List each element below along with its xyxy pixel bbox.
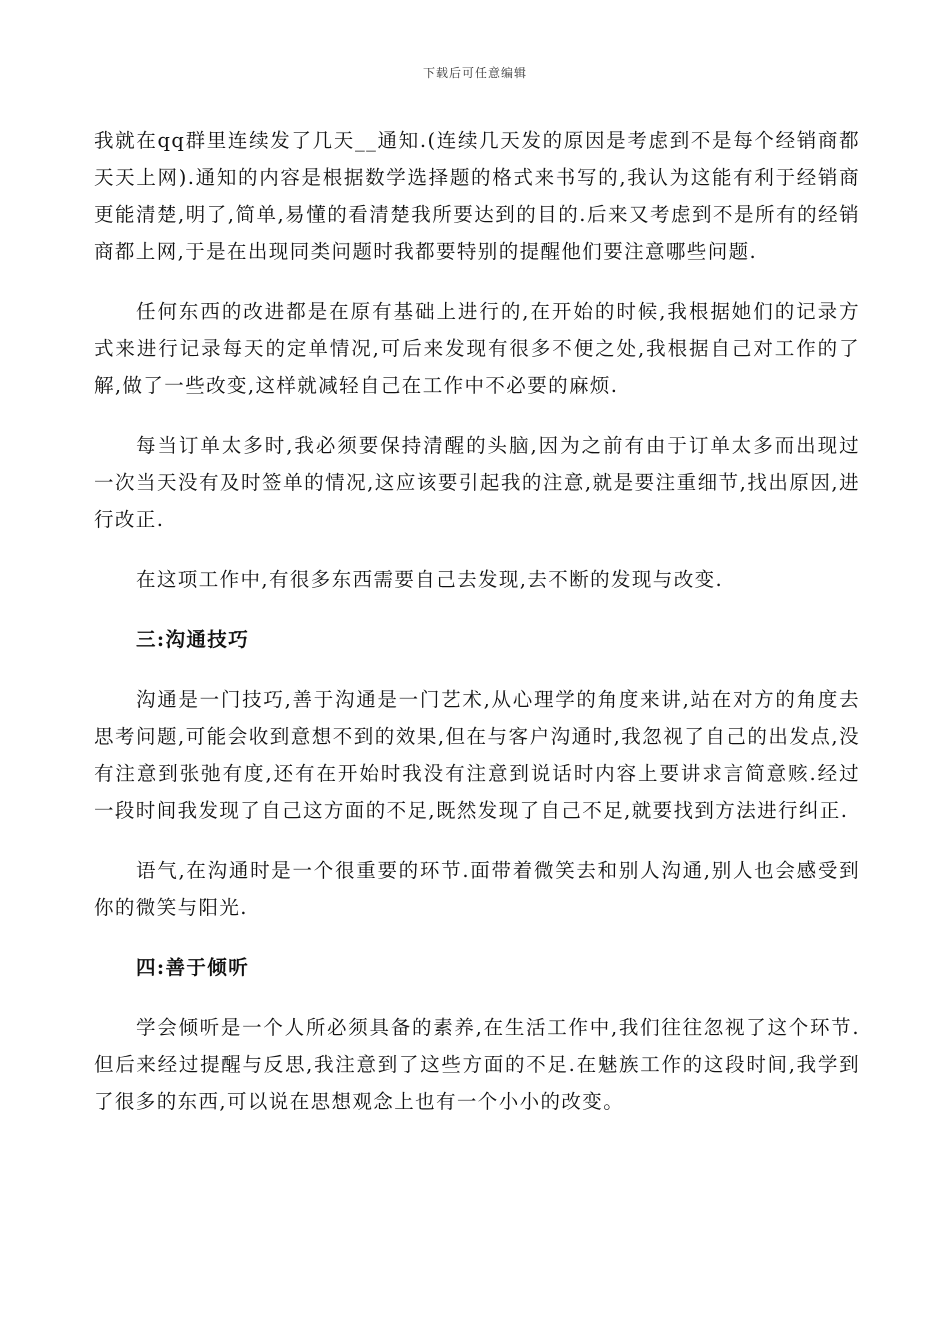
- paragraph-discovery: 在这项工作中,有很多东西需要自己去发现,去不断的发现与改变.: [136, 568, 724, 591]
- page-header: 下载后可任意编辑: [422, 66, 527, 80]
- paragraph-communication: 沟通是一门技巧,善于沟通是一门艺术,从心理学的角度来讲,站在对方的角度去思考问题,可能会收到意想不到的效果,但在与客户沟通时,我忽视了自己的出发点,没有注意到张弛有度,还有在开始时我没有注意到说话时内容上要讲求言简意赅.经过一段时间我发现了自己这方面的不足,既然发现了自己不足,就要找到方法进行纠正.: [94, 688, 860, 822]
- paragraph-listening: 学会倾听是一个人所必须具备的素养,在生活工作中,我们往往忽视了这个环节.但后来经过提醒与反思,我注意到了这些方面的不足.在魅族工作的这段时间,我学到了很多的东西,可以说在思想观念上也有一个小小的改变。: [94, 1016, 860, 1113]
- paragraph-notice: 我就在qq群里连续发了几天__通知.(连续几天发的原因是考虑到不是每个经销商都天天上网).通知的内容是根据数学选择题的格式来书写的,我认为这能有利于经销商更能清楚,明了,简单,易懂的看清楚我所要达到的目的.后来又考虑到不是所有的经销商都上网,于是在出现同类问题时我都要特别的提醒他们要注意哪些问题.: [94, 129, 860, 263]
- paragraph-improvement: 任何东西的改进都是在原有基础上进行的,在开始的时候,我根据她们的记录方式来进行记录每天的定单情况,可后来发现有很多不便之处,我根据自己对工作的了解,做了一些改变,这样就减轻自己在工作中不必要的麻烦.: [94, 300, 860, 397]
- paragraph-tone: 语气,在沟通时是一个很重要的环节.面带着微笑去和别人沟通,别人也会感受到你的微笑与阳光.: [94, 859, 860, 919]
- paragraph-orders: 每当订单太多时,我必须要保持清醒的头脑,因为之前有由于订单太多而出现过一次当天没有及时签单的情况,这应该要引起我的注意,就是要注重细节,找出原因,进行改正.: [94, 434, 860, 531]
- section-heading-listening: 四:善于倾听: [136, 956, 250, 979]
- section-heading-communication: 三:沟通技巧: [136, 628, 250, 651]
- document-body: [94, 122, 860, 1120]
